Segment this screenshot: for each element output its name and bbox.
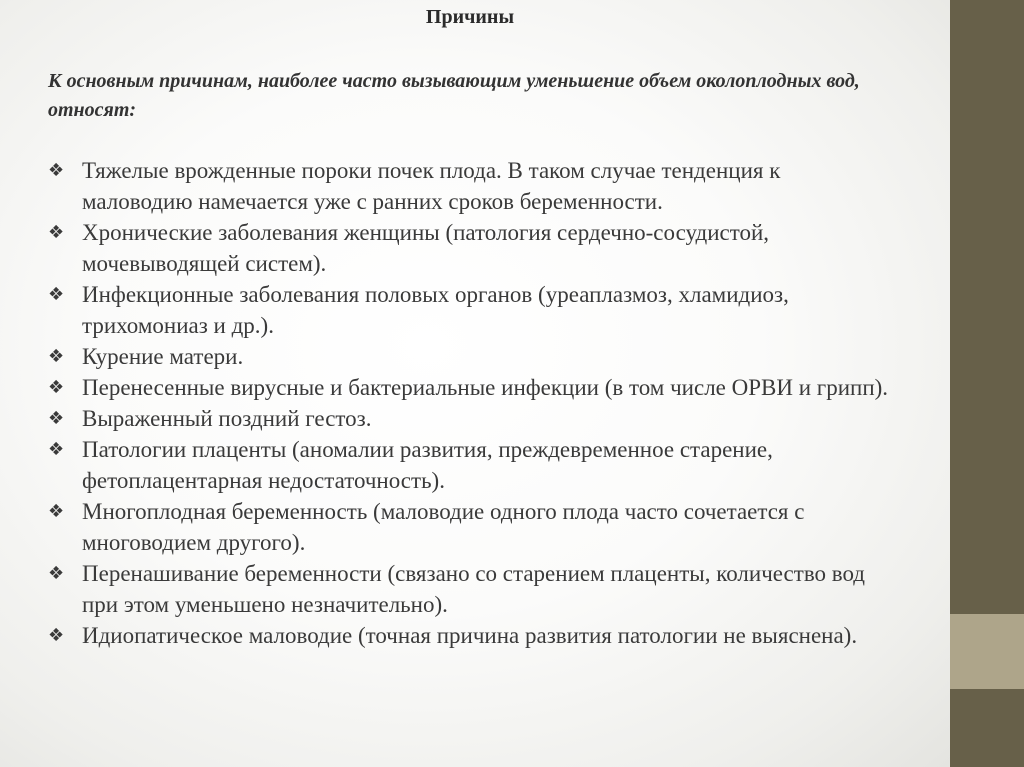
diamond-bullet-icon: ❖	[48, 222, 65, 243]
list-item	[48, 341, 893, 372]
list-item	[48, 496, 893, 558]
list-item-text: Инфекционные заболевания половых органов (уреаплазмоз, хламидиоз, трихомониаз и др.).	[82, 282, 789, 338]
diamond-bullet-icon: ❖	[48, 377, 65, 398]
slide-title: Причины	[425, 6, 515, 28]
list-item	[48, 155, 893, 217]
list-item-text: Перенашивание беременности (связано со старением плаценты, количество вод при этом уменьшено незначительно).	[82, 561, 866, 617]
list-item	[48, 434, 893, 496]
list-item	[48, 279, 893, 341]
causes-list	[48, 155, 893, 651]
diamond-bullet-icon: ❖	[48, 346, 65, 367]
list-item-text: Хронические заболевания женщины (патология сердечно-сосудистой, мочевыводящей систем).	[82, 220, 770, 276]
list-item	[48, 372, 893, 403]
diamond-bullet-icon: ❖	[48, 563, 65, 584]
list-item-text: Перенесенные вирусные и бактериальные инфекции (в том числе ОРВИ и грипп).	[82, 375, 889, 400]
list-item	[48, 620, 893, 651]
list-item-text: Тяжелые врожденные пороки почек плода. В таком случае тенденция к маловодию намечается уже с ранних сроков беременности.	[82, 158, 781, 214]
list-item	[48, 217, 893, 279]
sidebar-accent-block	[950, 614, 1024, 689]
list-item-text: Идиопатическое маловодие (точная причина развития патологии не выяснена).	[82, 623, 858, 648]
diamond-bullet-icon: ❖	[48, 625, 65, 646]
list-item-text: Курение матери.	[82, 344, 244, 369]
list-item-text: Патологии плаценты (аномалии развития, преждевременное старение, фетоплацентарная недостаточность).	[82, 437, 773, 493]
diamond-bullet-icon: ❖	[48, 501, 65, 522]
list-item-text: Многоплодная беременность (маловодие одного плода часто сочетается с многоводием другого).	[82, 499, 805, 555]
intro-text: К основным причинам, наиболее часто вызывающим уменьшение объем околоплодных вод, относят:	[48, 70, 860, 121]
list-item	[48, 403, 893, 434]
diamond-bullet-icon: ❖	[48, 284, 65, 305]
diamond-bullet-icon: ❖	[48, 439, 65, 460]
diamond-bullet-icon: ❖	[48, 408, 65, 429]
diamond-bullet-icon: ❖	[48, 160, 65, 181]
list-item-text: Выраженный поздний гестоз.	[82, 406, 372, 431]
list-item	[48, 558, 893, 620]
